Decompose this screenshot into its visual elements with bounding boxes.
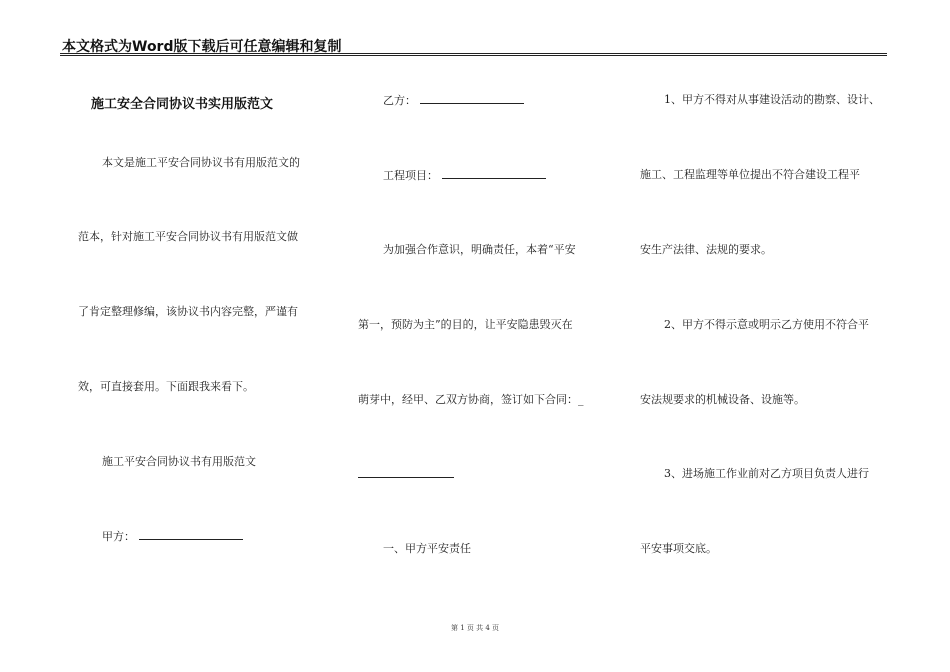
project-label: 工程项目： bbox=[383, 169, 438, 182]
header-rule bbox=[60, 53, 887, 54]
party-b-line bbox=[383, 93, 524, 108]
page-number: 第 1 页 共 4 页 bbox=[450, 624, 500, 632]
paragraph-line: 了肯定整理修编，该协议书内容完整，严谨有 bbox=[78, 305, 298, 318]
project-blank bbox=[442, 168, 546, 179]
party-a-blank bbox=[139, 529, 243, 540]
paragraph-line: 效，可直接套用。下面跟我来看下。 bbox=[78, 380, 254, 393]
header-rule-secondary bbox=[60, 55, 887, 56]
paragraph-line: 范本，针对施工平安合同协议书有用版范文做 bbox=[78, 230, 298, 243]
paragraph-line: 为加强合作意识，明确责任，本着“平安 bbox=[383, 243, 576, 256]
party-a-line bbox=[102, 529, 243, 544]
paragraph-line: 1、甲方不得对从事建设活动的勘察、设计、 bbox=[664, 93, 880, 106]
section-heading: 一、甲方平安责任 bbox=[383, 542, 471, 555]
paragraph-line: 3、进场施工作业前对乙方项目负责人进行 bbox=[664, 467, 869, 480]
paragraph-line: 安法规要求的机械设备、设施等。 bbox=[640, 393, 805, 406]
signature-line bbox=[358, 467, 454, 482]
agreement-blank bbox=[358, 467, 454, 478]
paragraph-line: 第一，预防为主”的目的，让平安隐患毁灭在 bbox=[358, 318, 573, 331]
document-title: 施工安全合同协议书实用版范文 bbox=[91, 97, 274, 112]
header-title: 本文格式为Word版下载后可任意编辑和复制 bbox=[62, 39, 342, 55]
paragraph-line: 本文是施工平安合同协议书有用版范文的 bbox=[102, 156, 300, 169]
paragraph-line: 萌芽中，经甲、乙双方协商，签订如下合同：_ bbox=[358, 393, 584, 406]
paragraph-line: 施工、工程监理等单位提出不符合建设工程平 bbox=[640, 168, 860, 181]
party-b-blank bbox=[420, 93, 524, 104]
paragraph-line: 安生产法律、法规的要求。 bbox=[640, 243, 772, 256]
party-a-label: 甲方： bbox=[102, 530, 135, 543]
party-b-label: 乙方： bbox=[383, 94, 416, 107]
paragraph-line: 平安事项交底。 bbox=[640, 542, 717, 555]
subtitle-line: 施工平安合同协议书有用版范文 bbox=[102, 455, 256, 468]
paragraph-line: 2、甲方不得示意或明示乙方使用不符合平 bbox=[664, 318, 869, 331]
project-line bbox=[383, 168, 546, 183]
